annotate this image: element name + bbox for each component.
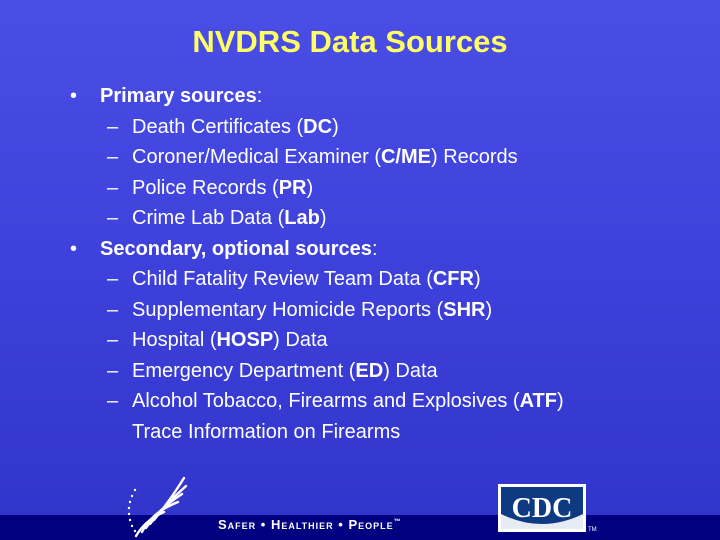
bullet-text: [100, 234, 378, 265]
dash-mark: –: [107, 359, 119, 382]
abbr: DC: [303, 115, 333, 138]
bullet-label: Secondary, optional sources: [100, 237, 372, 260]
slogan-tm: ™: [393, 518, 402, 526]
sub-item-text: Child Fatality Review Team Data (CFR): [132, 268, 481, 290]
bullet-label: Primary sources: [100, 85, 257, 107]
bullet-colon: :: [371, 237, 378, 260]
abbr: Lab: [284, 207, 320, 229]
hhs-eagle-logo-icon: [120, 472, 190, 538]
sub-item-text: Police Records (PR): [132, 176, 314, 199]
dash-mark: –: [107, 115, 119, 138]
slide-title: NVDRS Data Sources: [192, 24, 508, 59]
dash-mark: –: [107, 176, 119, 199]
abbr: C/ME: [380, 146, 431, 168]
dash-mark: –: [107, 207, 119, 229]
sub-item-text: Death Certificates (DC): [132, 115, 339, 138]
cdc-tm: TM: [588, 527, 597, 533]
cdc-logo-icon: [498, 484, 586, 532]
bullet-secondary-sources: [70, 234, 710, 265]
footer-slogan: Safer • Healthier • People™: [218, 517, 402, 532]
bullet-mark: •: [70, 85, 78, 107]
abbr: CFR: [432, 268, 474, 290]
sub-item-text: Coroner/Medical Examiner (C/ME) Records: [132, 146, 518, 168]
sub-item-dc: [70, 112, 710, 143]
abbr: SHR: [443, 298, 486, 321]
bullet-primary-sources: [70, 81, 710, 112]
dash-mark: –: [107, 390, 119, 412]
abbr: HOSP: [216, 329, 274, 351]
cdc-logo-text: CDC: [511, 493, 573, 524]
sub-item-text: Crime Lab Data (Lab): [132, 207, 327, 229]
bullet-text: [100, 81, 262, 112]
abbr: PR: [278, 176, 307, 199]
sub-item-shr: [70, 295, 710, 326]
dash-mark: –: [107, 298, 119, 321]
sub-item-lab: [70, 203, 710, 234]
dash-mark: –: [107, 146, 119, 168]
abbr: ATF: [519, 390, 557, 412]
bullet-mark: •: [70, 237, 78, 260]
sub-item-text: Emergency Department (ED) Data: [132, 359, 438, 382]
sub-item-cfr: [70, 264, 710, 295]
dash-mark: –: [107, 329, 119, 351]
dash-mark: –: [107, 268, 119, 290]
sub-item-ed: [70, 356, 710, 387]
sub-item-text: Hospital (HOSP) Data: [132, 329, 328, 351]
abbr: ED: [355, 359, 384, 382]
bullet-colon: :: [256, 85, 263, 107]
sub-item-text: Supplementary Homicide Reports (SHR): [132, 298, 493, 321]
sub-item-cme: [70, 142, 710, 173]
sub-item-atf: [70, 386, 710, 447]
sub-item-pr: [70, 173, 710, 204]
sub-item-line2: Trace Information on Firearms: [132, 420, 401, 443]
sub-item-hosp: [70, 325, 710, 356]
slide-content: [70, 81, 710, 447]
sub-item-text: Alcohol Tobacco, Firearms and Explosives (ATF) Trace Information on Firearms: [132, 390, 564, 443]
